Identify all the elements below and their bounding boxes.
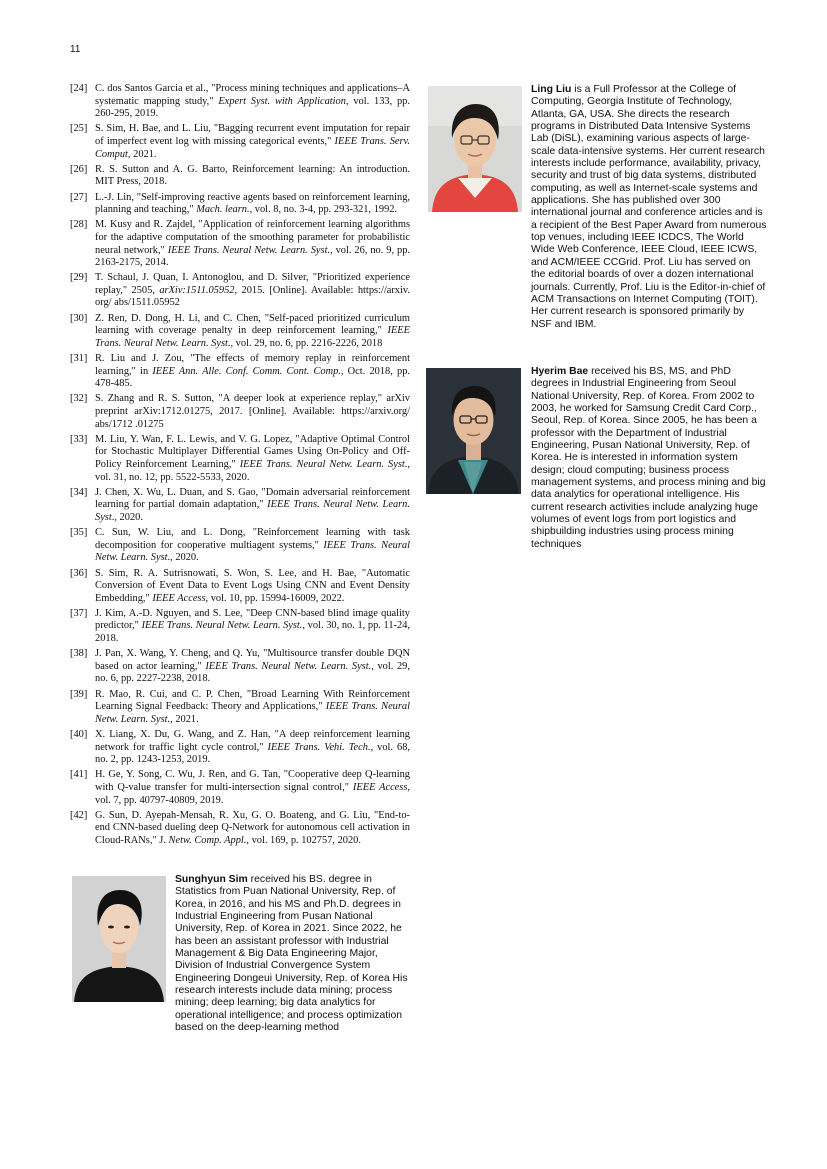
reference-text bbox=[95, 313, 410, 351]
reference-venue: Mach. learn. bbox=[196, 204, 250, 216]
reference-venue: Expert Syst. with Application bbox=[218, 95, 346, 107]
reference-entry bbox=[70, 164, 410, 189]
reference-entry bbox=[70, 123, 410, 161]
reference-venue: IEEE Ann. Alle. Conf. Comm. Cont. Comp. bbox=[152, 365, 341, 377]
reference-number: [42] bbox=[70, 809, 88, 821]
reference-segment: , vol. 169, p. 102757, 2020. bbox=[246, 834, 361, 846]
reference-text bbox=[95, 219, 410, 269]
reference-venue: arXiv:1511.05952 bbox=[159, 284, 235, 296]
reference-number: [24] bbox=[70, 83, 88, 94]
reference-number: [25] bbox=[70, 123, 88, 135]
reference-segment: ., 2020. bbox=[111, 511, 143, 523]
reference-number: [36] bbox=[70, 567, 88, 579]
reference-segment: ., vol. 31, no. 12, pp. 5522-5533, 2020. bbox=[95, 458, 410, 483]
reference-segment: ., vol. 29, no. 6, pp. 2216-2226, 2018 bbox=[227, 337, 383, 349]
bio-body: received his BS. degree in Statistics from Puan National University, Rep. of Korea, in 2016, and his MS and Ph.D. degrees in Industrial Engineering from Pusan National University, Rep. of Korea in 2021. Since 2022, he has been an assistant professor with Industrial Management & Big Data Engineering Major, Division of Industrial Convergence System Engineering Dongeui University, Rep. of Korea His research interests include data mining; process mining; deep learning; big data analytics for operational intelligence; and process optimization based on the deep-learning method bbox=[175, 874, 408, 1034]
reference-venue: IEEE Trans. Neural Netw. Learn. Syst. bbox=[205, 660, 372, 672]
reference-text bbox=[95, 810, 410, 848]
reference-text bbox=[95, 83, 410, 121]
reference-segment: R. S. Sutton and A. G. Barto, Reinforcement learning: An introduction. MIT Press, 2018. bbox=[95, 163, 410, 188]
reference-segment: , vol. 7, pp. 40797-40809, 2019. bbox=[95, 781, 410, 806]
reference-text bbox=[95, 568, 410, 606]
reference-segment: C. dos Santos Garcia et al., "Process mining techniques and applications–A systematic mapping study," bbox=[95, 83, 410, 107]
reference-number: [31] bbox=[70, 353, 88, 365]
reference-number: [26] bbox=[70, 163, 88, 175]
reference-number: [29] bbox=[70, 272, 88, 284]
reference-segment: S. Zhang and R. S. Sutton, "A deeper look at experience replay," arXiv preprint arXiv:1712.01275, 2017. [Online]. Available: https://arxiv.org/ abs/1712 .01275 bbox=[95, 393, 410, 430]
reference-entry bbox=[70, 689, 410, 727]
reference-text bbox=[95, 434, 410, 484]
reference-segment: J. Chen, X. Wu, L. Duan, and S. Gao, "Domain adversarial reinforcement learning for partial domain adaptation," bbox=[95, 486, 410, 511]
reference-venue: IEEE Trans. Neural Netw. Learn. Syst bbox=[95, 499, 410, 523]
reference-text bbox=[95, 527, 410, 565]
reference-venue: Netw. Comp. Appl. bbox=[168, 834, 247, 846]
reference-number: [35] bbox=[70, 527, 88, 539]
reference-segment: J. Pan, X. Wang, Y. Cheng, and Q. Yu, "Multisource transfer double DQN based on actor learning," bbox=[95, 648, 410, 672]
reference-list bbox=[70, 83, 410, 850]
reference-segment: , vol. 30, no. 1, pp. 11-24, 2018. bbox=[95, 620, 410, 645]
reference-venue: IEEE Trans. Neural Netw. Learn. Syst. bbox=[167, 244, 331, 256]
reference-venue: IEEE Access bbox=[352, 781, 408, 793]
reference-venue: IEEE Trans. Neural Netw. Learn. Syst bbox=[95, 325, 410, 349]
reference-text bbox=[95, 192, 410, 217]
reference-number: [38] bbox=[70, 648, 88, 660]
author-bio-ling-liu bbox=[531, 84, 767, 331]
reference-venue: IEEE Access bbox=[152, 592, 206, 604]
author-photo-hyerim-bae bbox=[426, 368, 521, 494]
reference-segment: C. Sun, W. Liu, and L. Dong, "Reinforcement learning with task decomposition for cooperative multiagent systems," bbox=[95, 527, 410, 551]
author-photo-ling-liu bbox=[428, 86, 522, 212]
reference-entry bbox=[70, 434, 410, 484]
reference-segment: Z. Ren, D. Dong, H. Li, and C. Chen, "Self-paced prioritized curriculum learning with coverage penalty in deep reinforcement learning," bbox=[95, 312, 410, 337]
reference-entry bbox=[70, 313, 410, 351]
author-bio-sunghyun-sim bbox=[175, 874, 411, 1034]
reference-segment: , Oct. 2018, pp. 478-485. bbox=[95, 365, 410, 390]
reference-entry bbox=[70, 648, 410, 686]
reference-segment: , vol. 26, no. 9, pp. 2163-2175, 2014. bbox=[95, 244, 411, 269]
reference-number: [40] bbox=[70, 729, 88, 740]
author-photo-sunghyun-sim bbox=[72, 876, 166, 1002]
reference-number: [39] bbox=[70, 688, 88, 700]
reference-text bbox=[95, 487, 410, 525]
reference-text bbox=[95, 689, 410, 727]
reference-segment: , vol. 133, pp. 260-295, 2019. bbox=[95, 95, 410, 120]
bio-body: received his BS, MS, and PhD degrees in Industrial Engineering from Seoul National University, Rep. of Korea. From 2002 to 2003, he worked for Samsung Credit Card Corp., Seoul, Rep. of Korea. Since 2005, he has been a professor with the Department of Industrial Engineering, Pusan National University, Rep. of Korea. He is interested in information system design; cloud computing; business process management systems, and process mining and big data analytics for operational intelligence. His current research activities include analyzing huge volumes of event logs from port logistics and shipbuilding industries using process mining techniques bbox=[531, 366, 766, 550]
reference-venue: IEEE Trans. Neural Netw. Learn. Syst bbox=[239, 458, 405, 470]
reference-number: [27] bbox=[70, 191, 88, 203]
reference-entry bbox=[70, 219, 410, 269]
reference-text bbox=[95, 608, 410, 646]
reference-segment: , 2021. bbox=[170, 713, 199, 725]
reference-number: [34] bbox=[70, 486, 88, 498]
reference-text bbox=[95, 353, 410, 391]
reference-entry bbox=[70, 83, 410, 121]
reference-text bbox=[95, 729, 410, 767]
reference-segment: S. Sim, H. Bae, and L. Liu, "Bagging recurrent event imputation for repair of imperfect event log with missing categorical events," bbox=[95, 123, 410, 147]
reference-number: [41] bbox=[70, 769, 88, 781]
reference-entry bbox=[70, 608, 410, 646]
reference-segment: H. Ge, Y. Song, C. Wu, J. Ren, and G. Tan, "Cooperative deep Q-learning with Q-value transfer for multi-intersection signal control," bbox=[95, 769, 410, 793]
reference-entry bbox=[70, 487, 410, 525]
reference-entry bbox=[70, 810, 410, 848]
reference-venue: IEEE Trans. Neural Netw. Learn. Syst bbox=[95, 539, 411, 564]
bio-body: is a Full Professor at the College of Computing, Georgia Institute of Technology, Atlanta, GA, USA. She directs the research programs in Distributed Data Intensive Systems Lab (DiSL), examining various aspects of large-scale data-intensive systems. Her current research interests include performance, availability, privacy, security and trust of big data systems, distributed computing, as well as Internet-scale systems and applications. She has published over 300 international journal and conference articles and is a recipient of the Best Paper Award from numerous top venues, including IEEE ICDCS, The World Wide Web Conference, IEEE Cloud, IEEE ICWS, and ACM/IEEE CCGrid. Prof. Liu has served on the editorial boards of over a dozen international journals. Currently, Prof. Liu is the Editor-in-chief of ACM Transactions on Internet Computing (TOIT). Her current research is sponsored primarily by NSF and IBM. bbox=[531, 84, 767, 330]
reference-venue: IEEE Trans. Neural Netw. Learn. Syst. bbox=[95, 701, 410, 725]
reference-segment: ., 2020. bbox=[167, 552, 199, 564]
reference-segment: X. Liang, X. Du, G. Wang, and Z. Han, "A deep reinforcement learning network for traffic light cycle control," bbox=[95, 729, 410, 753]
reference-segment: M. Kusy and R. Zajdel, "Application of reinforcement learning algorithms for the adaptive computation of the smoothing parameter for probabilistic neural network," bbox=[95, 219, 410, 256]
reference-text bbox=[95, 164, 410, 189]
reference-number: [28] bbox=[70, 219, 88, 231]
reference-segment: S. Sim, R. A. Sutrisnowati, S. Won, S. Lee, and H. Bae, "Automatic Conversion of Event Data to Event Logs Using CNN and Event Density Embedding," bbox=[95, 567, 410, 604]
reference-venue: IEEE Trans. Vehi. Tech. bbox=[267, 741, 371, 753]
reference-text bbox=[95, 648, 410, 686]
reference-entry bbox=[70, 353, 410, 391]
reference-text bbox=[95, 769, 410, 807]
author-bio-hyerim-bae bbox=[531, 366, 767, 551]
reference-segment: R. Liu and J. Zou, "The effects of memory replay in reinforcement learning," in bbox=[95, 353, 410, 377]
reference-number: [37] bbox=[70, 607, 88, 619]
reference-text bbox=[95, 123, 410, 161]
reference-segment: T. Schaul, J. Quan, I. Antonoglou, and D. Silver, "Prioritized experience replay," 2505, bbox=[95, 272, 410, 296]
reference-segment: R. Mao, R. Cui, and C. P. Chen, "Broad Learning With Reinforcement Learning Signal Feedback: Theory and Applications," bbox=[95, 688, 410, 713]
reference-number: [32] bbox=[70, 393, 88, 405]
reference-segment: , vol. 29, no. 6, pp. 2227-2238, 2018. bbox=[95, 660, 410, 685]
reference-entry bbox=[70, 769, 410, 807]
reference-segment: , vol. 68, no. 2, pp. 1243-1253, 2019. bbox=[95, 741, 410, 766]
reference-entry bbox=[70, 272, 410, 310]
reference-entry bbox=[70, 568, 410, 606]
reference-number: [33] bbox=[70, 433, 88, 445]
author-name: Sunghyun Sim bbox=[175, 874, 248, 885]
reference-segment: J. Kim, A.-D. Nguyen, and S. Lee, "Deep CNN-based blind image quality predictor," bbox=[95, 607, 410, 632]
reference-number: [30] bbox=[70, 312, 88, 324]
reference-segment: , 2021. bbox=[127, 148, 157, 160]
reference-segment: G. Sun, D. Ayepah-Mensah, R. Xu, G. O. Boateng, and G. Liu, "End-to-end CNN-based dueling deep Q-Network for autonomous cell activation in Cloud-RANs," J. bbox=[95, 809, 410, 846]
reference-text bbox=[95, 272, 410, 310]
author-name: Ling Liu bbox=[531, 84, 572, 95]
reference-segment: L.-J. Lin, "Self-improving reactive agents based on reinforcement learning, planning and teaching," bbox=[95, 191, 410, 216]
page-number: 11 bbox=[70, 44, 81, 55]
reference-entry bbox=[70, 527, 410, 565]
reference-entry bbox=[70, 729, 410, 767]
reference-venue: IEEE Trans. Serv. Comput bbox=[95, 135, 410, 160]
reference-entry bbox=[70, 192, 410, 217]
reference-segment: , vol. 10, pp. 15994-16009, 2022. bbox=[205, 592, 345, 604]
reference-text bbox=[95, 393, 410, 431]
author-name: Hyerim Bae bbox=[531, 366, 589, 377]
reference-segment: , 2015. [Online]. Available: https://arxiv. org/ abs/1511.05952 bbox=[95, 284, 410, 309]
reference-venue: IEEE Trans. Neural Netw. Learn. Syst. bbox=[141, 620, 303, 632]
reference-segment: , vol. 8, no. 3-4, pp. 293-321, 1992. bbox=[249, 204, 398, 216]
reference-entry bbox=[70, 393, 410, 431]
reference-segment: M. Liu, Y. Wan, F. L. Lewis, and V. G. Lopez, "Adaptive Optimal Control for Stochastic Multiplayer Differential Games Using On-Policy and Off-Policy Reinforcement Learning," bbox=[95, 433, 410, 470]
